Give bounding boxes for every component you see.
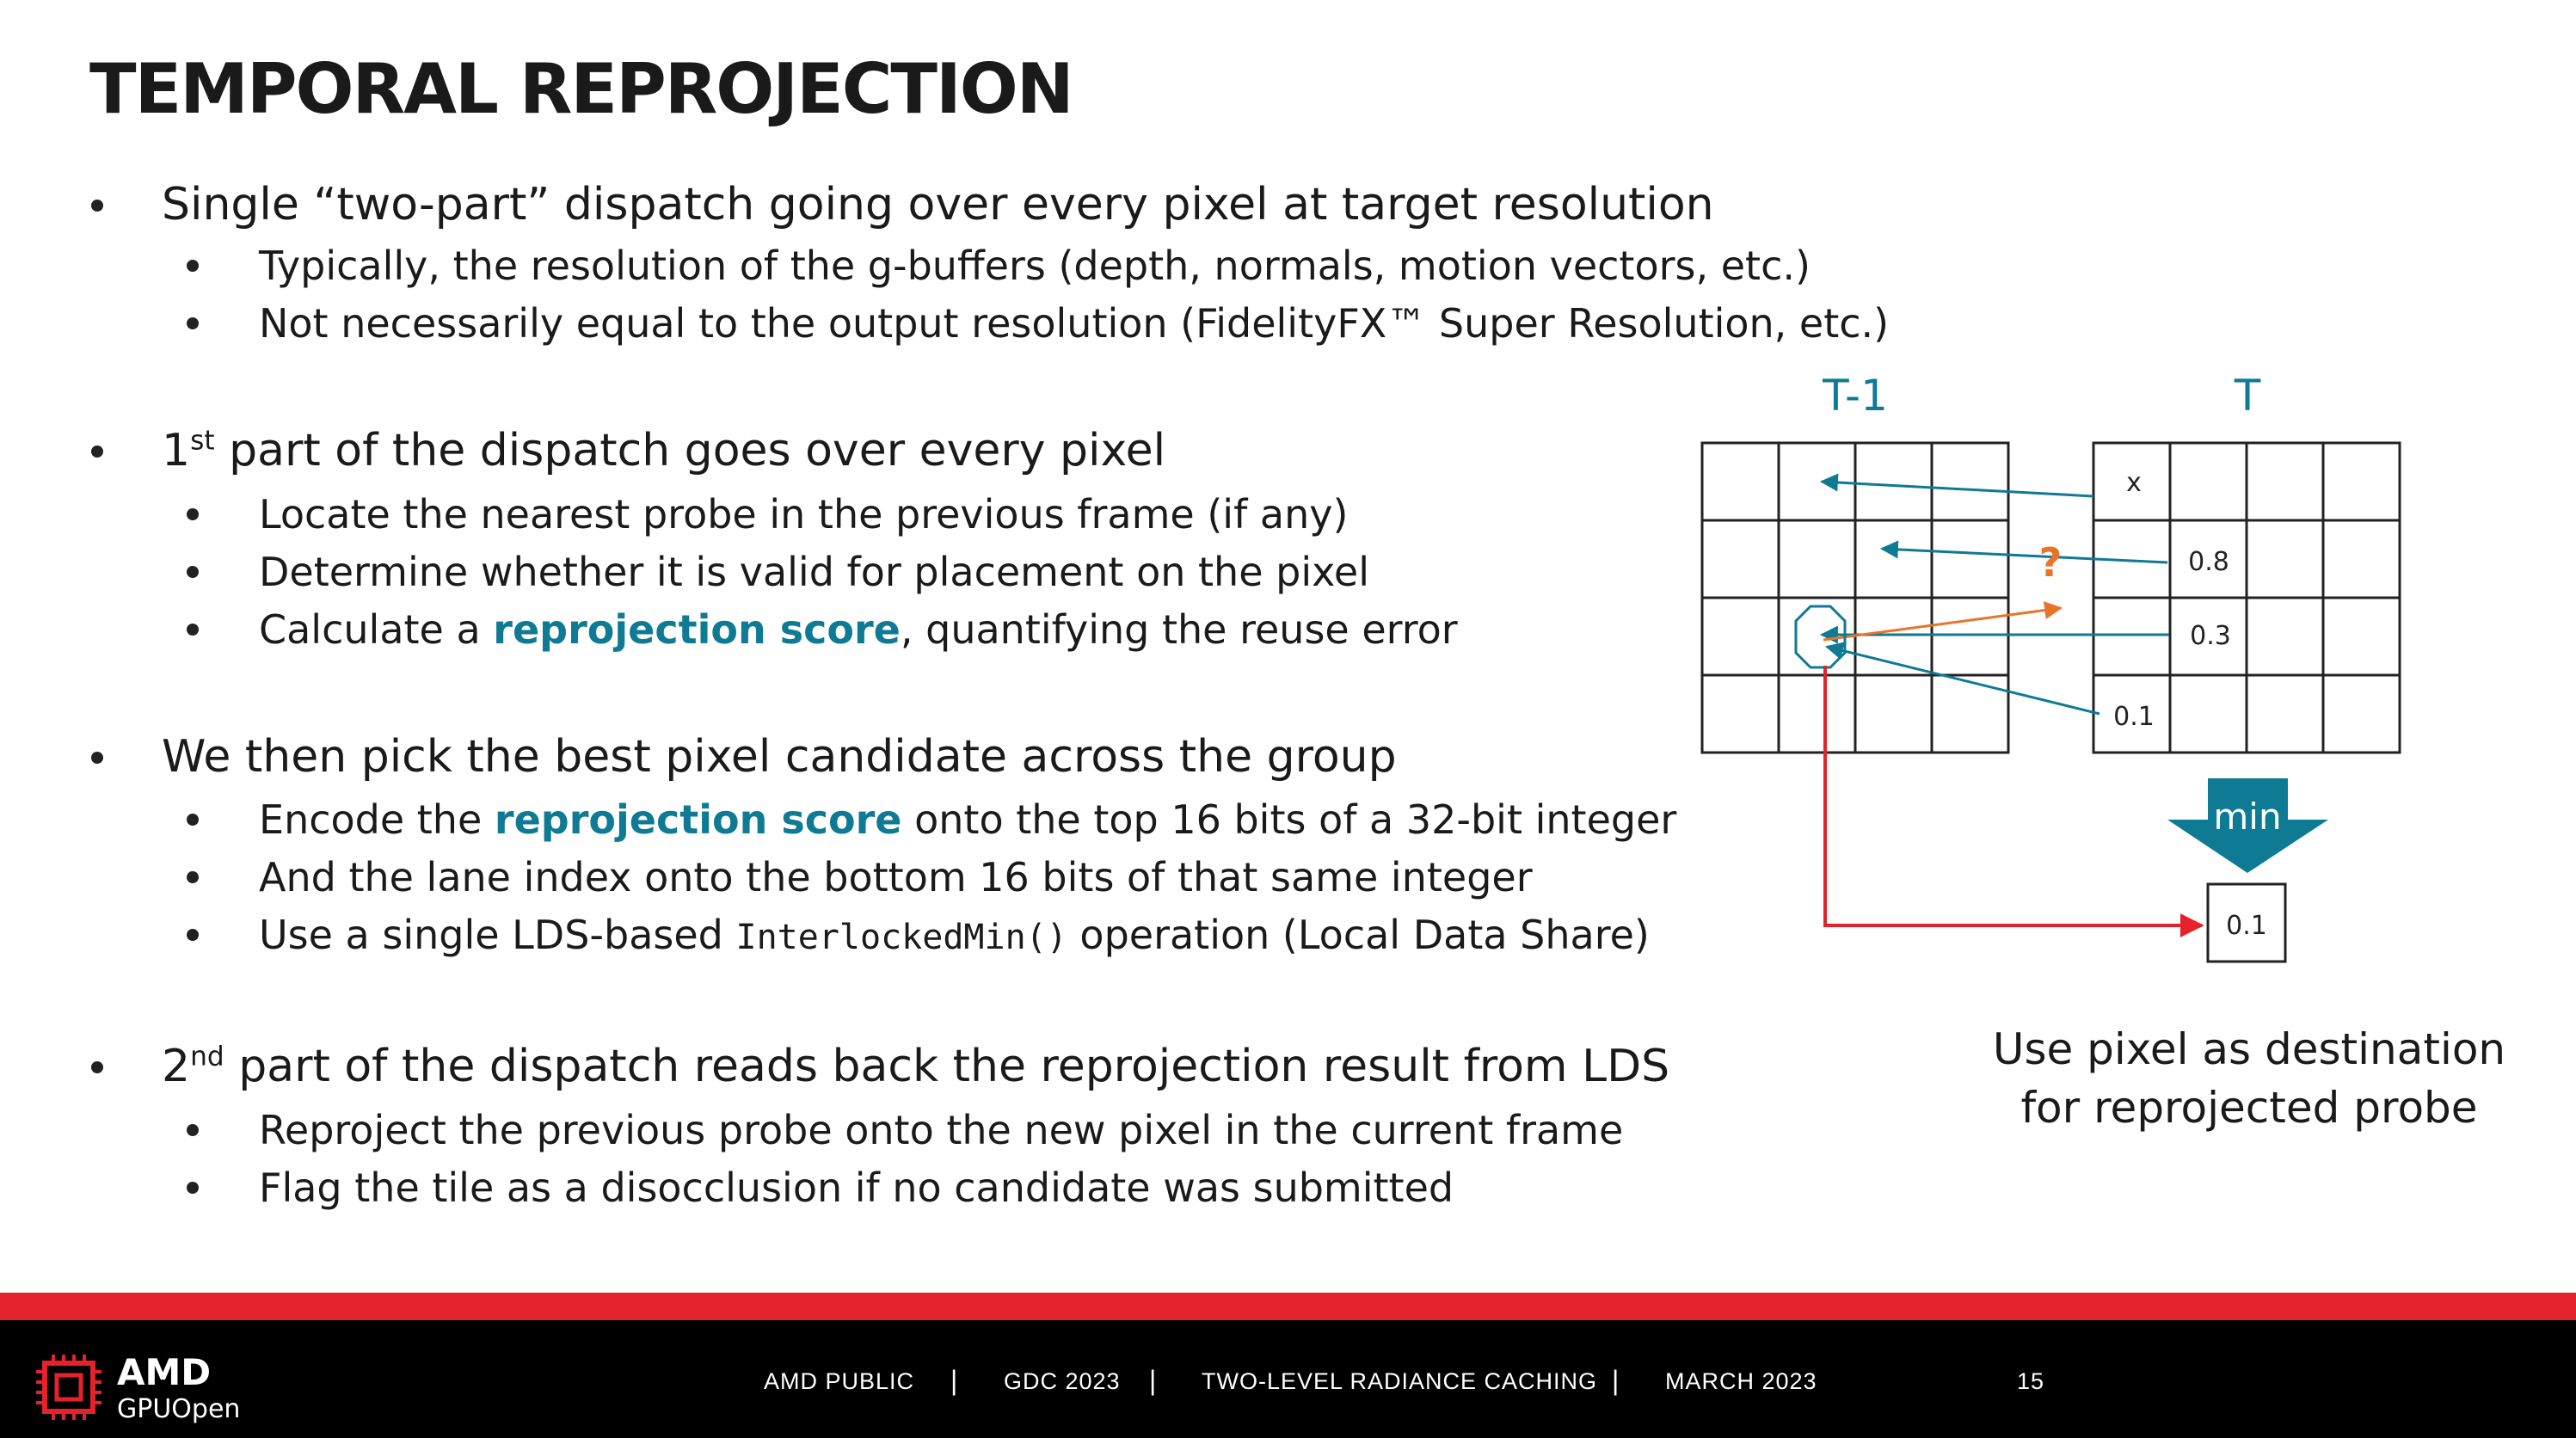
diagram-caption — [1970, 1020, 2529, 1137]
highlight-reprojection-score: reprojection score — [494, 796, 902, 843]
bullet-4-ordinal: nd — [190, 1041, 224, 1072]
code-interlockedmin: InterlockedMin() — [735, 918, 1067, 957]
lds-term: LDS — [512, 912, 590, 958]
chip-icon — [34, 1353, 103, 1422]
footer-event: GDC 2023 — [1004, 1368, 1121, 1394]
footer-talk-title: TWO-LEVEL RADIANCE CACHING — [1202, 1368, 1598, 1394]
footer-red-bar — [0, 1293, 2576, 1320]
caption-line-1: Use pixel as destination — [1992, 1024, 2506, 1074]
bullet-2-text: part of the dispatch goes over every pixel — [214, 425, 1166, 476]
text-segment: -based — [589, 912, 736, 958]
footer-page-number: 15 — [2017, 1368, 2045, 1394]
arrow-01-to-prev — [1827, 647, 2100, 714]
bullet-4-sub-1: Reproject the previous probe onto the new pixel in the current frame — [259, 1107, 1624, 1153]
text-segment: Calculate a — [259, 606, 494, 653]
footer-date: MARCH 2023 — [1665, 1368, 1817, 1394]
cell-score-01: 0.1 — [2113, 702, 2155, 732]
text-segment: Encode the — [259, 796, 495, 843]
text-segment: Use a single — [259, 912, 513, 958]
text-segment: onto the top 16 bits of a 32-bit integer — [901, 796, 1677, 843]
label-t: T — [2234, 371, 2261, 421]
cell-score-03: 0.3 — [2190, 621, 2231, 651]
cell-x: x — [2126, 468, 2142, 498]
footer-separator: | — [1612, 1365, 1620, 1396]
bullet-2-sub-2: Determine whether it is valid for placement on the pixel — [259, 549, 1369, 595]
arrow-08-to-prev — [1882, 549, 2167, 562]
bullet-2-number: 1 — [162, 425, 191, 476]
label-t-minus-1: T-1 — [1823, 371, 1888, 421]
logo-gpuopen: GPUOpen — [117, 1394, 241, 1424]
text-segment: operation (Local Data Share) — [1067, 912, 1650, 958]
footer — [0, 1320, 2576, 1438]
highlight-reprojection-score: reprojection score — [493, 606, 901, 653]
bullet-4-text: part of the dispatch reads back the reprojection result from — [224, 1041, 1583, 1092]
lds-term: LDS — [1582, 1041, 1670, 1092]
bullet-1-sub-2: Not necessarily equal to the output resolution (FidelityFX™ Super Resolution, etc.) — [259, 300, 1890, 347]
bullet-3: We then pick the best pixel candidate across the group — [162, 731, 1397, 783]
question-mark: ? — [2038, 539, 2063, 586]
arrow-x-to-prev — [1822, 482, 2093, 496]
cell-score-08: 0.8 — [2188, 547, 2229, 577]
result-value: 0.1 — [2226, 911, 2267, 941]
footer-separator: | — [950, 1365, 958, 1396]
footer-classification: AMD PUBLIC — [764, 1368, 915, 1394]
footer-separator: | — [1149, 1365, 1157, 1396]
caption-line-2: for reprojected probe — [2020, 1083, 2478, 1133]
bullet-4-sub-2: Flag the tile as a disocclusion if no candidate was submitted — [259, 1165, 1454, 1211]
bullet-1: Single “two-part” dispatch going over every pixel at target resolution — [162, 179, 1714, 230]
bullet-3-sub-2: And the lane index onto the bottom 16 bits of that same integer — [259, 854, 1533, 900]
text-segment: , quantifying the reuse error — [900, 606, 1458, 653]
bullet-2-sub-1: Locate the nearest probe in the previous frame (if any) — [259, 491, 1349, 538]
bullet-2-ordinal: st — [190, 425, 215, 457]
bullet-1-sub-1: Typically, the resolution of the g-buffers (depth, normals, motion vectors, etc.) — [259, 243, 1811, 289]
bullet-4-number: 2 — [162, 1041, 191, 1092]
min-label: min — [2213, 796, 2282, 838]
logo-amd: AMD — [117, 1351, 212, 1393]
slide-title: TEMPORAL REPROJECTION — [89, 49, 1073, 129]
